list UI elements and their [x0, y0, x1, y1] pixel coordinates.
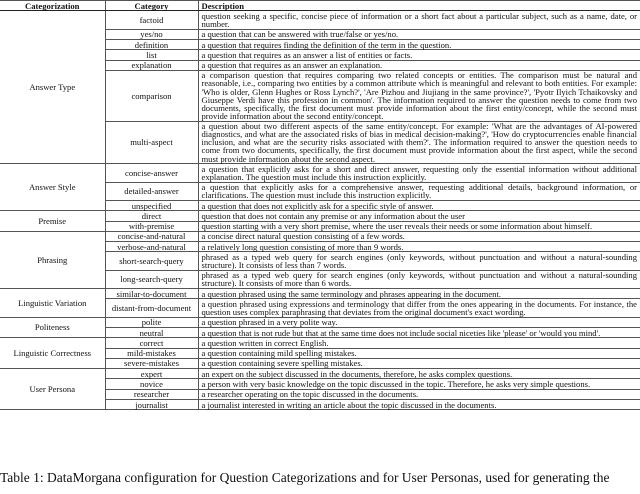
- description-cell: phrased as a typed web query for search engines (only keywords, without punctuation and without a natural-sounding structure). It consists of more than 6 words.: [198, 270, 640, 288]
- description-cell: an expert on the subject discussed in the documents, therefore, he asks complex questions.: [198, 369, 640, 379]
- table-row: [0, 231, 640, 241]
- description-cell: a researcher operating on the topic discussed in the documents.: [198, 389, 640, 399]
- table-row: [0, 11, 640, 29]
- category-cell: long-search-query: [105, 270, 198, 288]
- description-cell: a question phrased using the same terminology and phrases appearing in the document.: [198, 289, 640, 299]
- category-cell: verbose-and-natural: [105, 242, 198, 252]
- table-caption: Table 1: DataMorgana configuration for Question Categorizations and for User Personas, used for generating the: [0, 470, 610, 485]
- description-cell: a question that does not explicitly ask for a specific style of answer.: [198, 200, 640, 210]
- table-row: [0, 317, 640, 327]
- table-row: [0, 289, 640, 299]
- description-cell: a question that requires as an answer a list of entities or facts.: [198, 50, 640, 60]
- category-cell: distant-from-document: [105, 299, 198, 317]
- description-cell: a person with very basic knowledge on the topic discussed in the topic. Therefore, he asks very simple questions.: [198, 379, 640, 389]
- category-cell: journalist: [105, 400, 198, 410]
- header-description: Description: [198, 1, 640, 11]
- categorization-cell: Answer Style: [0, 164, 105, 211]
- description-cell: a question phrased in a very polite way.: [198, 317, 640, 327]
- categorization-cell: User Persona: [0, 369, 105, 410]
- header-row: [0, 1, 640, 11]
- category-cell: comparison: [105, 70, 198, 121]
- description-cell: question that does not contain any premise or any information about the user: [198, 211, 640, 221]
- description-cell: a question about two different aspects of the same entity/concept. For example: 'What are the advantages of AI-powered diagnostics, and what are the associated risks of bias in medical decision-making?', 'How do cryptocurrencies enable financial inclusion, and what are the security risks associated with them?'. The information required to answer the question needs to come from two documents, specifically, the first document must provide information about the first aspect, while the second must provide information about the second aspect.: [198, 121, 640, 164]
- category-cell: similar-to-document: [105, 289, 198, 299]
- description-cell: a journalist interested in writing an article about the topic discussed in the documents.: [198, 400, 640, 410]
- description-cell: a relatively long question consisting of more than 9 words.: [198, 242, 640, 252]
- categorization-cell: Linguistic Correctness: [0, 338, 105, 369]
- category-cell: detailed-answer: [105, 182, 198, 200]
- category-cell: neutral: [105, 328, 198, 338]
- description-cell: a question written in correct English.: [198, 338, 640, 348]
- category-cell: concise-and-natural: [105, 231, 198, 241]
- category-cell: explanation: [105, 60, 198, 70]
- description-cell: a question that explicitly asks for a comprehensive answer, requesting additional details, background information, or clarifications. The question must include this instruction explicitly.: [198, 182, 640, 200]
- header-categorization: Categorization: [0, 1, 105, 11]
- table-row: [0, 369, 640, 379]
- category-cell: with-premise: [105, 221, 198, 231]
- category-cell: correct: [105, 338, 198, 348]
- category-cell: multi-aspect: [105, 121, 198, 164]
- description-cell: phrased as a typed web query for search engines (only keywords, without punctuation and without a natural-sounding structure). It consists of less than 7 words.: [198, 252, 640, 270]
- category-cell: yes/no: [105, 29, 198, 39]
- table-row: [0, 211, 640, 221]
- description-cell: a question that can be answered with true/false or yes/no.: [198, 29, 640, 39]
- categorization-cell: Premise: [0, 211, 105, 232]
- description-cell: a question phrased using expressions and terminology that differ from the ones appearing in the documents. For instance, the question uses complex paraphrasing that deviates from the original document's exact wording.: [198, 299, 640, 317]
- category-cell: researcher: [105, 389, 198, 399]
- category-cell: expert: [105, 369, 198, 379]
- description-cell: a comparison question that requires comparing two related concepts or entities. The comparison must be natural and reasonable, i.e., comparing two entities by a common attribute which is meaningful and relevant to both entities. For example: 'Who is older, Glenn Hughes or Ross Lynch?', 'Are Pizhou and Jiujiang in the same province?', 'Pyotr Ilyich Tchaikovsky and Giuseppe Verdi have this profession in common'. The information required to answer the question needs to come from two documents, specifically, the first document must provide information about the first entity/concept, while the second must provide information about the second entity/concept.: [198, 70, 640, 121]
- header-category: Category: [105, 1, 198, 11]
- description-cell: a question that requires finding the definition of the term in the question.: [198, 39, 640, 49]
- description-cell: a question that is not rude but that at the same time does not include social niceties like 'please' or 'would you mind'.: [198, 328, 640, 338]
- category-cell: list: [105, 50, 198, 60]
- category-cell: polite: [105, 317, 198, 327]
- category-cell: definition: [105, 39, 198, 49]
- description-cell: question starting with a very short premise, where the user reveals their needs or some information about himself.: [198, 221, 640, 231]
- table-row: [0, 164, 640, 182]
- category-cell: factoid: [105, 11, 198, 29]
- description-cell: a question that explicitly asks for a short and direct answer, requesting only the essential information without additional explanation. The question must include this instruction explicitly.: [198, 164, 640, 182]
- description-cell: a question containing mild spelling mistakes.: [198, 348, 640, 358]
- category-cell: short-search-query: [105, 252, 198, 270]
- categorization-cell: Answer Type: [0, 11, 105, 164]
- description-cell: a question containing severe spelling mistakes.: [198, 358, 640, 368]
- description-cell: a question that requires as an answer an explanation.: [198, 60, 640, 70]
- category-cell: direct: [105, 211, 198, 221]
- table-body: [0, 11, 640, 410]
- category-cell: severe-mistakes: [105, 358, 198, 368]
- description-cell: question seeking a specific, concise piece of information or a short fact about a particular subject, such as a name, date, or number.: [198, 11, 640, 29]
- table-row: [0, 338, 640, 348]
- categorization-cell: Politeness: [0, 317, 105, 338]
- categorization-cell: Linguistic Variation: [0, 289, 105, 318]
- category-cell: concise-answer: [105, 164, 198, 182]
- categorization-cell: Phrasing: [0, 231, 105, 288]
- category-cell: mild-mistakes: [105, 348, 198, 358]
- category-cell: novice: [105, 379, 198, 389]
- category-cell: unspecified: [105, 200, 198, 210]
- description-cell: a concise direct natural question consisting of a few words.: [198, 231, 640, 241]
